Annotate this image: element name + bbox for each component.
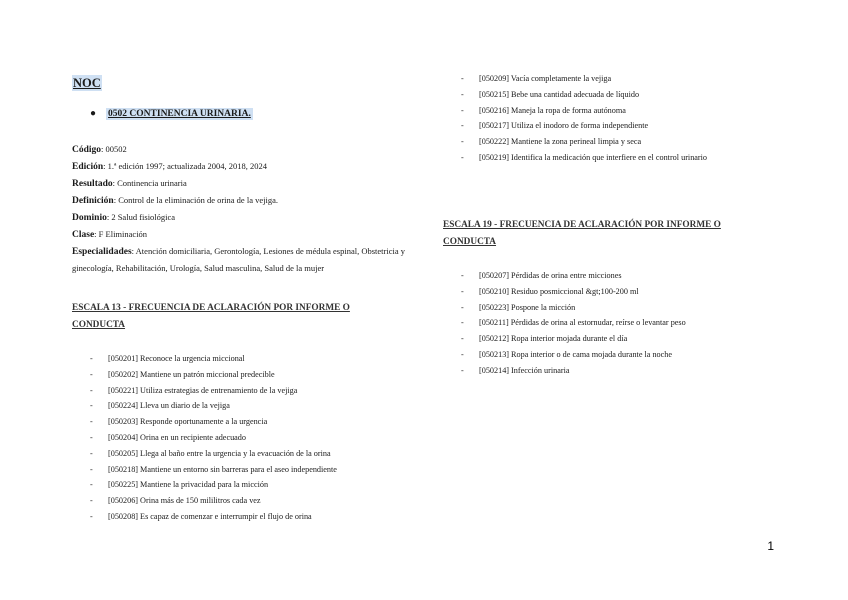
scale-19-title: ESCALA 19 - FRECUENCIA DE ACLARACIÓN POR INFORME O CONDUCTA [443, 220, 721, 247]
list-item [443, 315, 686, 331]
item-text: [050209] Vacía completamente la vejiga [479, 74, 612, 83]
dash-icon: - [461, 74, 464, 83]
meta-definicion [72, 192, 412, 209]
list-item [72, 398, 337, 414]
list-item [443, 134, 707, 150]
scale-13-list [72, 351, 337, 525]
item-text: [050208] Es capaz de comenzar e interrumpir el flujo de orina [108, 511, 312, 521]
dash-icon: - [90, 464, 93, 474]
list-item [443, 347, 686, 363]
meta-label: Clase [72, 230, 95, 240]
meta-label: Edición [72, 162, 104, 172]
dash-icon: - [90, 369, 93, 379]
list-item [72, 462, 337, 478]
dash-icon: - [461, 365, 464, 375]
item-text: [050201] Reconoce la urgencia miccional [108, 354, 245, 363]
meta-value: : Control de la eliminación de orina de la vejiga. [113, 195, 278, 205]
dash-icon: - [461, 334, 464, 344]
list-item [443, 150, 707, 166]
dash-icon: - [461, 105, 464, 115]
list-item [443, 103, 707, 119]
meta-label: Resultado [72, 179, 113, 189]
bullet-icon: ● [90, 108, 97, 119]
list-item [72, 477, 337, 493]
list-item [72, 367, 337, 383]
scale-13-continued-list [443, 71, 707, 166]
scale-13-title: ESCALA 13 - FRECUENCIA DE ACLARACIÓN POR INFORME O CONDUCTA [72, 303, 350, 330]
list-item [443, 118, 707, 134]
meta-label: Código [72, 145, 102, 155]
dash-icon: - [461, 89, 464, 99]
dash-icon: - [90, 480, 93, 490]
noc-heading: NOC [73, 76, 101, 90]
dash-icon: - [461, 286, 464, 296]
dash-icon: - [90, 401, 93, 411]
dash-icon: - [90, 385, 93, 395]
page-number: 1 [767, 539, 774, 553]
dash-icon: - [90, 511, 93, 521]
meta-label: Dominio [72, 213, 107, 223]
item-text: [050207] Pérdidas de orina entre micciones [479, 271, 622, 280]
item-text: [050212] Ropa interior mojada durante el día [479, 334, 628, 344]
list-item [443, 331, 686, 347]
item-text: [050203] Responde oportunamente a la urgencia [108, 417, 268, 427]
metadata-block [72, 141, 412, 276]
list-item [443, 284, 686, 300]
meta-value: : 1.ª edición 1997; actualizada 2004, 2018, 2024 [103, 161, 267, 171]
item-text: [050202] Mantiene un patrón miccional predecible [108, 369, 275, 379]
list-item [443, 363, 686, 379]
item-text: [050214] Infección urinaria [479, 365, 570, 375]
list-item [72, 383, 337, 399]
dash-icon: - [461, 152, 464, 162]
dash-icon: - [461, 302, 464, 312]
meta-value: : Atención domiciliaria, Gerontología, Lesiones de médula espinal, Obstetricia y ginecología, Rehabilitación, Urología, Salud masculina, Salud de la mujer [72, 246, 405, 273]
dash-icon: - [90, 496, 93, 506]
dash-icon: - [461, 137, 464, 147]
dash-icon: - [461, 121, 464, 131]
list-item [72, 351, 337, 367]
dash-icon: - [90, 354, 93, 363]
item-text: [050210] Residuo posmiccional &gt;100-200 ml [479, 286, 639, 296]
meta-dominio [72, 209, 412, 226]
list-item [443, 87, 707, 103]
meta-value: : F Eliminación [94, 229, 148, 239]
meta-value: : 00502 [101, 144, 127, 154]
list-item [443, 71, 707, 87]
dash-icon: - [90, 417, 93, 427]
meta-label: Especialidades [72, 247, 132, 257]
item-text: [050222] Mantiene la zona perineal limpia y seca [479, 137, 642, 147]
dash-icon: - [461, 271, 464, 280]
item-text: [050213] Ropa interior o de cama mojada durante la noche [479, 349, 673, 359]
meta-value: : 2 Salud fisiológica [106, 212, 176, 222]
topic-item [90, 108, 253, 120]
meta-label: Definición [72, 196, 114, 206]
dash-icon: - [90, 448, 93, 458]
list-item [443, 268, 686, 284]
item-text: [050205] Llega al baño entre la urgencia y la evacuación de la orina [108, 448, 331, 458]
item-text: [050219] Identifica la medicación que interfiere en el control urinario [479, 152, 708, 162]
item-text: [050215] Bebe una cantidad adecuada de líquido [479, 89, 640, 99]
item-text: [050204] Orina en un recipiente adecuado [108, 432, 246, 442]
item-text: [050206] Orina más de 150 mililitros cada vez [108, 496, 261, 506]
list-item [72, 414, 337, 430]
item-text: [050217] Utiliza el inodoro de forma independiente [479, 121, 649, 131]
dash-icon: - [90, 432, 93, 442]
meta-edicion [72, 158, 412, 175]
dash-icon: - [461, 318, 464, 328]
dash-icon: - [461, 349, 464, 359]
item-text: [050211] Pérdidas de orina al estornudar, reírse o levantar peso [479, 318, 686, 328]
meta-codigo [72, 141, 412, 158]
item-text: [050216] Maneja la ropa de forma autónoma [479, 105, 626, 115]
list-item [72, 493, 337, 509]
list-item [72, 509, 337, 525]
item-text: [050223] Pospone la micción [479, 302, 576, 312]
list-item [72, 430, 337, 446]
meta-especialidades [72, 243, 412, 276]
list-item [72, 446, 337, 462]
meta-clase [72, 226, 412, 243]
meta-value: : Continencia urinaria [112, 178, 187, 188]
item-text: [050224] Lleva un diario de la vejiga [108, 401, 230, 411]
topic-label: 0502 CONTINENCIA URINARIA. [108, 109, 251, 119]
meta-resultado [72, 175, 412, 192]
item-text: [050218] Mantiene un entorno sin barreras para el aseo independiente [108, 464, 337, 474]
item-text: [050221] Utiliza estrategias de entrenamiento de la vejiga [108, 385, 298, 395]
scale-19-list [443, 268, 686, 379]
item-text: [050225] Mantiene la privacidad para la micción [108, 480, 269, 490]
list-item [443, 300, 686, 316]
